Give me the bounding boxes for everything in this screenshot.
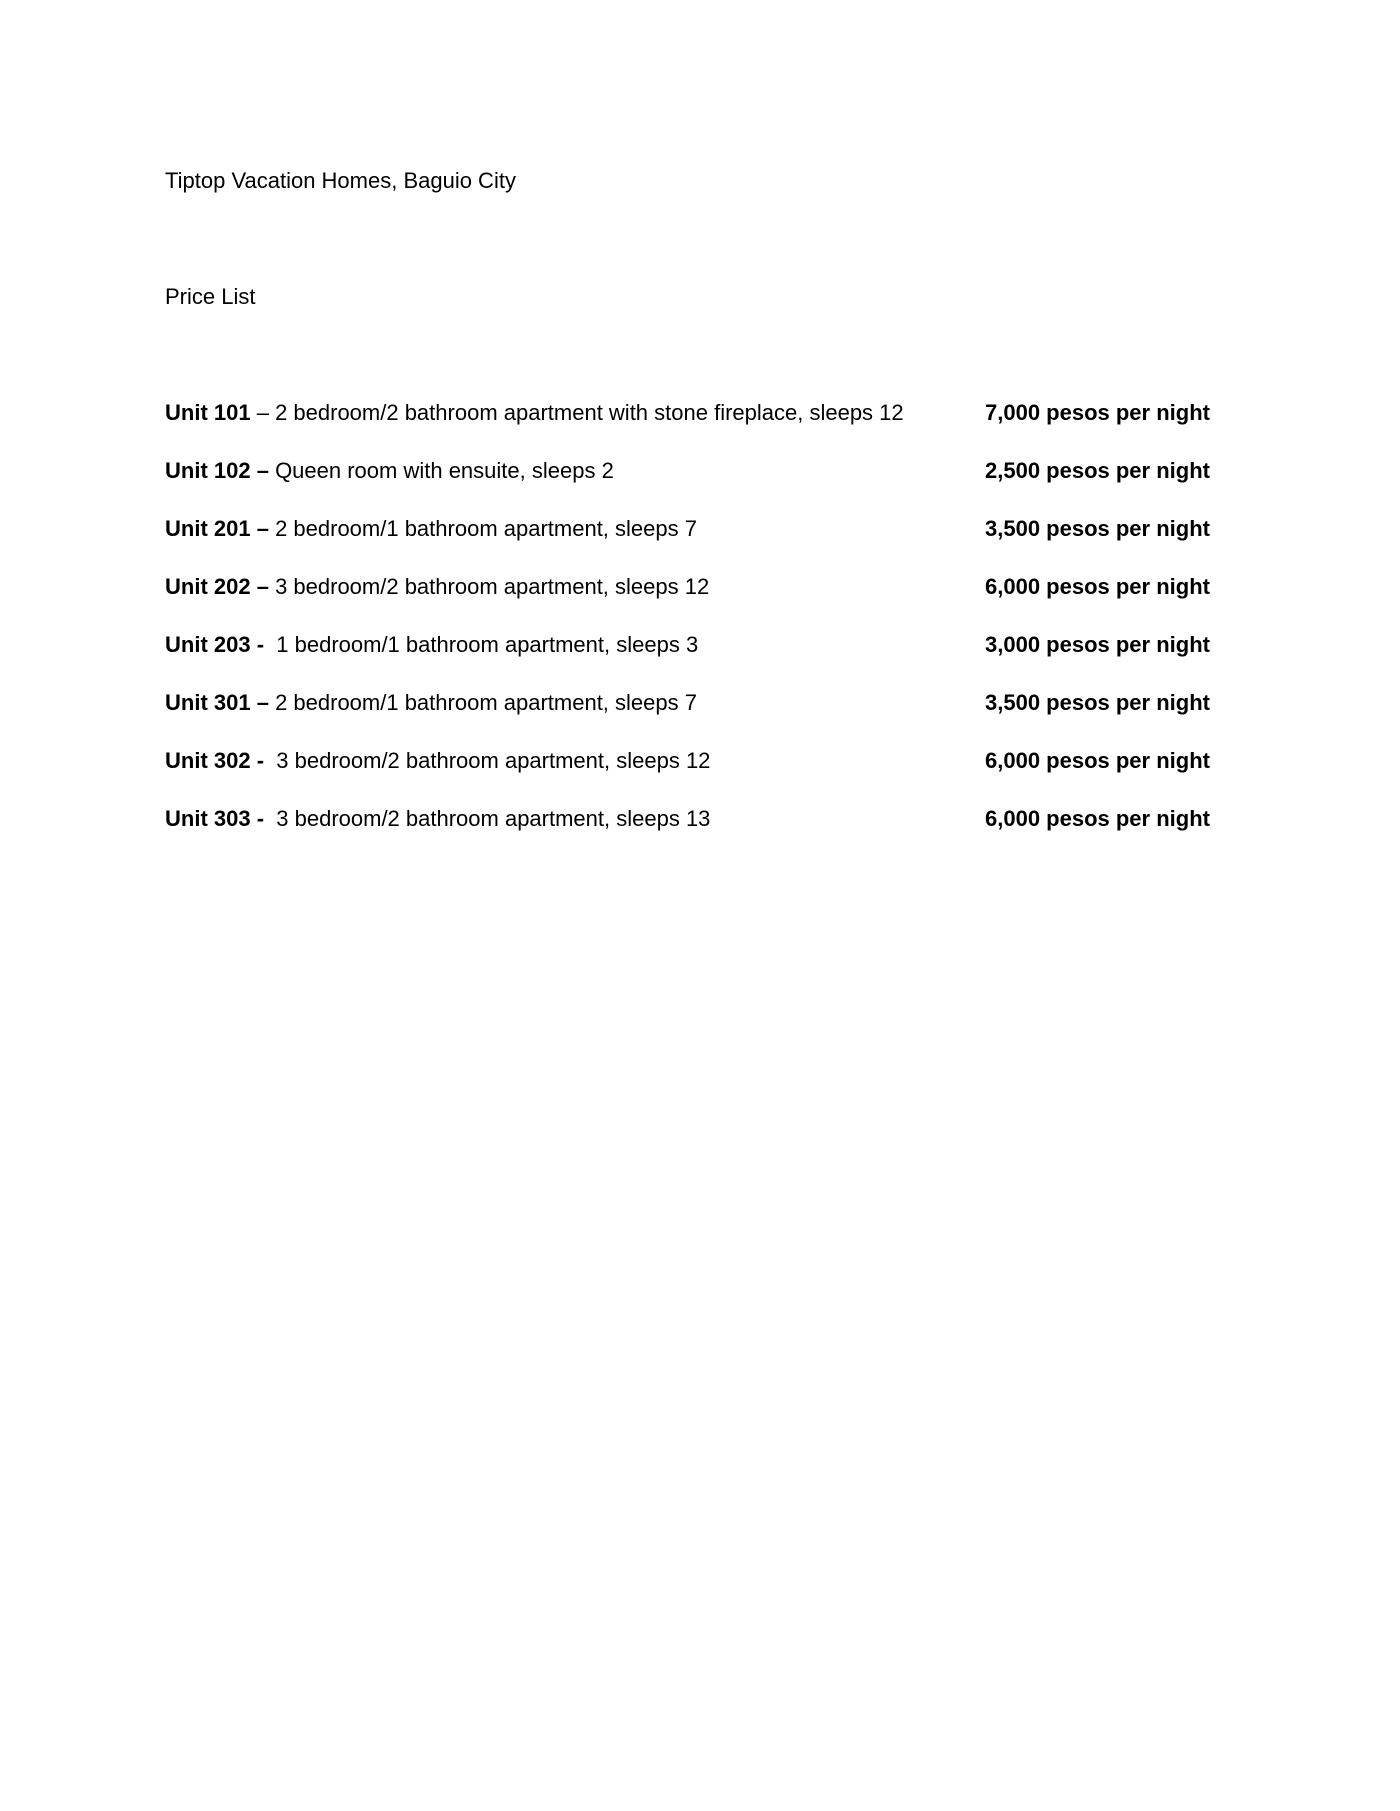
- unit-description: 2 bedroom/1 bathroom apartment, sleeps 7: [275, 516, 697, 541]
- unit-price: 7,000 pesos per night: [985, 400, 1210, 425]
- unit-label: Unit 201 –: [165, 516, 269, 541]
- unit-separator: [264, 632, 276, 657]
- price-row-unit-201: [165, 514, 1225, 572]
- unit-label: Unit 303 -: [165, 806, 265, 831]
- unit-label: Unit 202 –: [165, 574, 269, 599]
- document-subtitle: Price List: [165, 284, 256, 309]
- unit-price: 3,500 pesos per night: [985, 690, 1210, 715]
- unit-description: 1 bedroom/1 bathroom apartment, sleeps 3: [276, 632, 699, 657]
- unit-label: Unit 102 –: [165, 458, 269, 483]
- unit-price: 3,000 pesos per night: [985, 632, 1210, 657]
- unit-price: 6,000 pesos per night: [985, 748, 1210, 773]
- unit-price: 6,000 pesos per night: [985, 806, 1210, 831]
- document-title: Tiptop Vacation Homes, Baguio City: [165, 168, 516, 193]
- unit-description: 3 bedroom/2 bathroom apartment, sleeps 12: [276, 748, 711, 773]
- price-row-unit-101: [165, 398, 1225, 456]
- price-row-unit-102: [165, 456, 1225, 514]
- unit-separator: [264, 748, 276, 773]
- unit-description: 3 bedroom/2 bathroom apartment, sleeps 13: [276, 806, 711, 831]
- price-row-unit-302: [165, 746, 1225, 804]
- unit-description: Queen room with ensuite, sleeps 2: [275, 458, 614, 483]
- price-row-unit-303: [165, 804, 1225, 862]
- price-list: [165, 398, 1225, 862]
- unit-price: 6,000 pesos per night: [985, 574, 1210, 599]
- unit-separator: –: [250, 400, 276, 425]
- unit-description: 3 bedroom/2 bathroom apartment, sleeps 12: [275, 574, 710, 599]
- unit-price: 3,500 pesos per night: [985, 516, 1210, 541]
- price-row-unit-202: [165, 572, 1225, 630]
- price-row-unit-301: [165, 688, 1225, 746]
- price-row-unit-203: [165, 630, 1225, 688]
- unit-label: Unit 302 -: [165, 748, 265, 773]
- unit-label: Unit 203 -: [165, 632, 265, 657]
- unit-separator: [264, 806, 276, 831]
- unit-description: 2 bedroom/1 bathroom apartment, sleeps 7: [275, 690, 697, 715]
- unit-label: Unit 101: [165, 400, 251, 425]
- unit-price: 2,500 pesos per night: [985, 458, 1210, 483]
- unit-description: 2 bedroom/2 bathroom apartment with stone fireplace, sleeps 12: [275, 400, 904, 425]
- unit-label: Unit 301 –: [165, 690, 269, 715]
